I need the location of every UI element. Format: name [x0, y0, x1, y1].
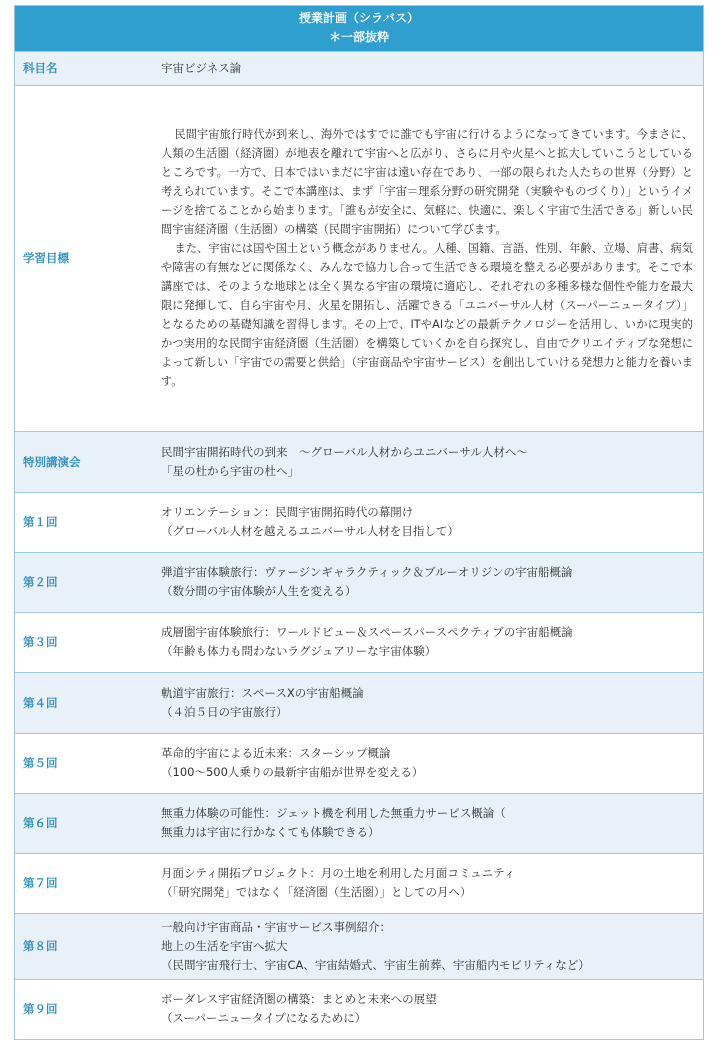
text-line: （「研究開発」ではなく「経済圏（生活圏）」としての月へ）: [161, 885, 472, 899]
text-line: 革命的宇宙による近未来：スターシップ概論: [161, 746, 391, 760]
text-line: ボーダレス宇宙経済圏の構築：まとめと未来への展望: [161, 992, 437, 1007]
text-line: （年齢も体力も問わないラグジュアリーな宇宙体験）: [161, 644, 437, 658]
text-line: 無重力体験の可能性：ジェット機を利用した無重力サービス概論（: [161, 806, 506, 820]
session-text: [153, 793, 703, 853]
row-label: 第５回: [15, 733, 153, 793]
text-line: （民間宇宙飛行士、宇宙CA、宇宙結婚式、宇宙生前葬、宇宙船内モビリティなど）: [161, 957, 590, 972]
syllabus-table: [14, 5, 704, 1040]
session-text: [153, 979, 703, 1039]
text-line: （スーパーニュータイプになるために）: [161, 1011, 367, 1026]
row-label: 特別講演会: [15, 431, 153, 492]
row-session-2: [15, 552, 703, 612]
row-label: 第６回: [15, 793, 153, 853]
row-session-7: [15, 853, 703, 913]
subject-name: 宇宙ビジネス論: [153, 52, 703, 85]
session-text: [153, 913, 703, 979]
row-session-8: [15, 913, 703, 979]
text-line: 月面シティ開拓プロジェクト：月の土地を利用した月面コミュニティ: [161, 866, 516, 880]
row-subject: [15, 52, 703, 85]
text-line: 民間宇宙開拓時代の到来 ～グローバル人材からユニバーサル人材へ～: [161, 444, 528, 459]
text-line: 「星の杜から宇宙の杜へ」: [161, 463, 299, 478]
text-line: オリエンテーション：民間宇宙開拓時代の幕開け: [161, 505, 414, 519]
text-line: 一般向け宇宙商品・宇宙サービス事例紹介：: [161, 919, 391, 934]
row-special-lecture: [15, 431, 703, 492]
row-label: 第７回: [15, 853, 153, 913]
row-session-3: [15, 612, 703, 672]
text-line: 地上の生活を宇宙へ拡大: [161, 938, 288, 953]
syllabus-header: [15, 6, 703, 52]
session-text: [153, 612, 703, 672]
row-label: 第２回: [15, 552, 153, 612]
row-label: 第３回: [15, 612, 153, 672]
row-goals: [15, 85, 703, 431]
row-label: 学習目標: [15, 85, 153, 431]
row-session-6: [15, 793, 703, 853]
syllabus-body: [15, 52, 703, 1039]
row-session-9: [15, 979, 703, 1039]
text-line: 無重力は宇宙に行かなくても体験できる）: [161, 825, 380, 839]
text-line: （100～500人乗りの最新宇宙船が世界を変える）: [161, 765, 424, 779]
goals-text: [153, 85, 703, 431]
session-text: [153, 853, 703, 913]
row-label: 第１回: [15, 492, 153, 552]
row-session-4: [15, 672, 703, 733]
session-text: [153, 733, 703, 793]
text-line: （４泊５日の宇宙旅行）: [161, 704, 288, 719]
row-session-1: [15, 492, 703, 552]
text-line: （グローバル人材を越えるユニバーサル人材を目指して）: [161, 524, 459, 538]
row-label: 第８回: [15, 913, 153, 979]
row-session-5: [15, 733, 703, 793]
text-line: （数分間の宇宙体験が人生を変える）: [161, 584, 357, 598]
text-line: 成層圏宇宙体験旅行：ワールドビュー＆スペースパースペクティブの宇宙船概論: [161, 625, 573, 639]
special-lecture-text: [153, 431, 703, 492]
goals-paragraph: 民間宇宙旅行時代が到来し、海外ではすでに誰でも宇宙に行けるようになってきています。今まさに、人類の生活圏（経済圏）が地表を離れて宇宙へと広がり、さらに月や火星へと拡大していこうとしているところです。一方で、日本ではいまだに宇宙は遠い存在であり、一部の限られた人たちの世界（分野）と考えられています。そこで本講座は、まず「宇宙＝理系分野の研究開発（実験やものづくり）」というイメージを捨てることから始まります。「誰もが安全に、気軽に、快適に、楽しく宇宙で生活できる」新しい民間宇宙経済圏（生活圏）の構築（民間宇宙開拓）について学びます。: [161, 128, 693, 236]
row-label: 科目名: [15, 52, 153, 85]
text-line: 軌道宇宙旅行：スペースXの宇宙船概論: [161, 685, 364, 700]
row-label: 第４回: [15, 672, 153, 733]
text-line: 弾道宇宙体験旅行：ヴァージンギャラクティック＆ブルーオリジンの宇宙船概論: [161, 565, 573, 579]
session-text: [153, 552, 703, 612]
row-label: 第９回: [15, 979, 153, 1039]
syllabus-subtitle: ＊一部抜粋: [328, 30, 389, 44]
session-text: [153, 492, 703, 552]
session-text: [153, 672, 703, 733]
syllabus-title: 授業計画（シラバス）: [298, 11, 419, 25]
goals-paragraph: また、宇宙には国や国土という概念がありません。人種、国籍、言語、性別、年齢、立場、肩書、病気や障害の有無などに関係なく、みんなで協力し合って生活できる環境を整える必要があります。そこで本講座では、そのような地球とは全く異なる宇宙の環境に適応し、それぞれの多種多様な個性や能力を最大限に発揮して、自ら宇宙や月、火星を開拓し、活躍できる「ユニバーサル人材（スーパーニュータイプ）」となるための基礎知識を習得します。その上で、ITやAIなどの最新テクノロジーを活用し、いかに現実的かつ実用的な民間宇宙経済圏（生活圏）を構築していくかを自ら探究し、自由でクリエイティブな発想によって新しい「宇宙での需要と供給」（宇宙商品や宇宙サービス）を創出していける発想力と能力を養います。: [161, 242, 693, 388]
